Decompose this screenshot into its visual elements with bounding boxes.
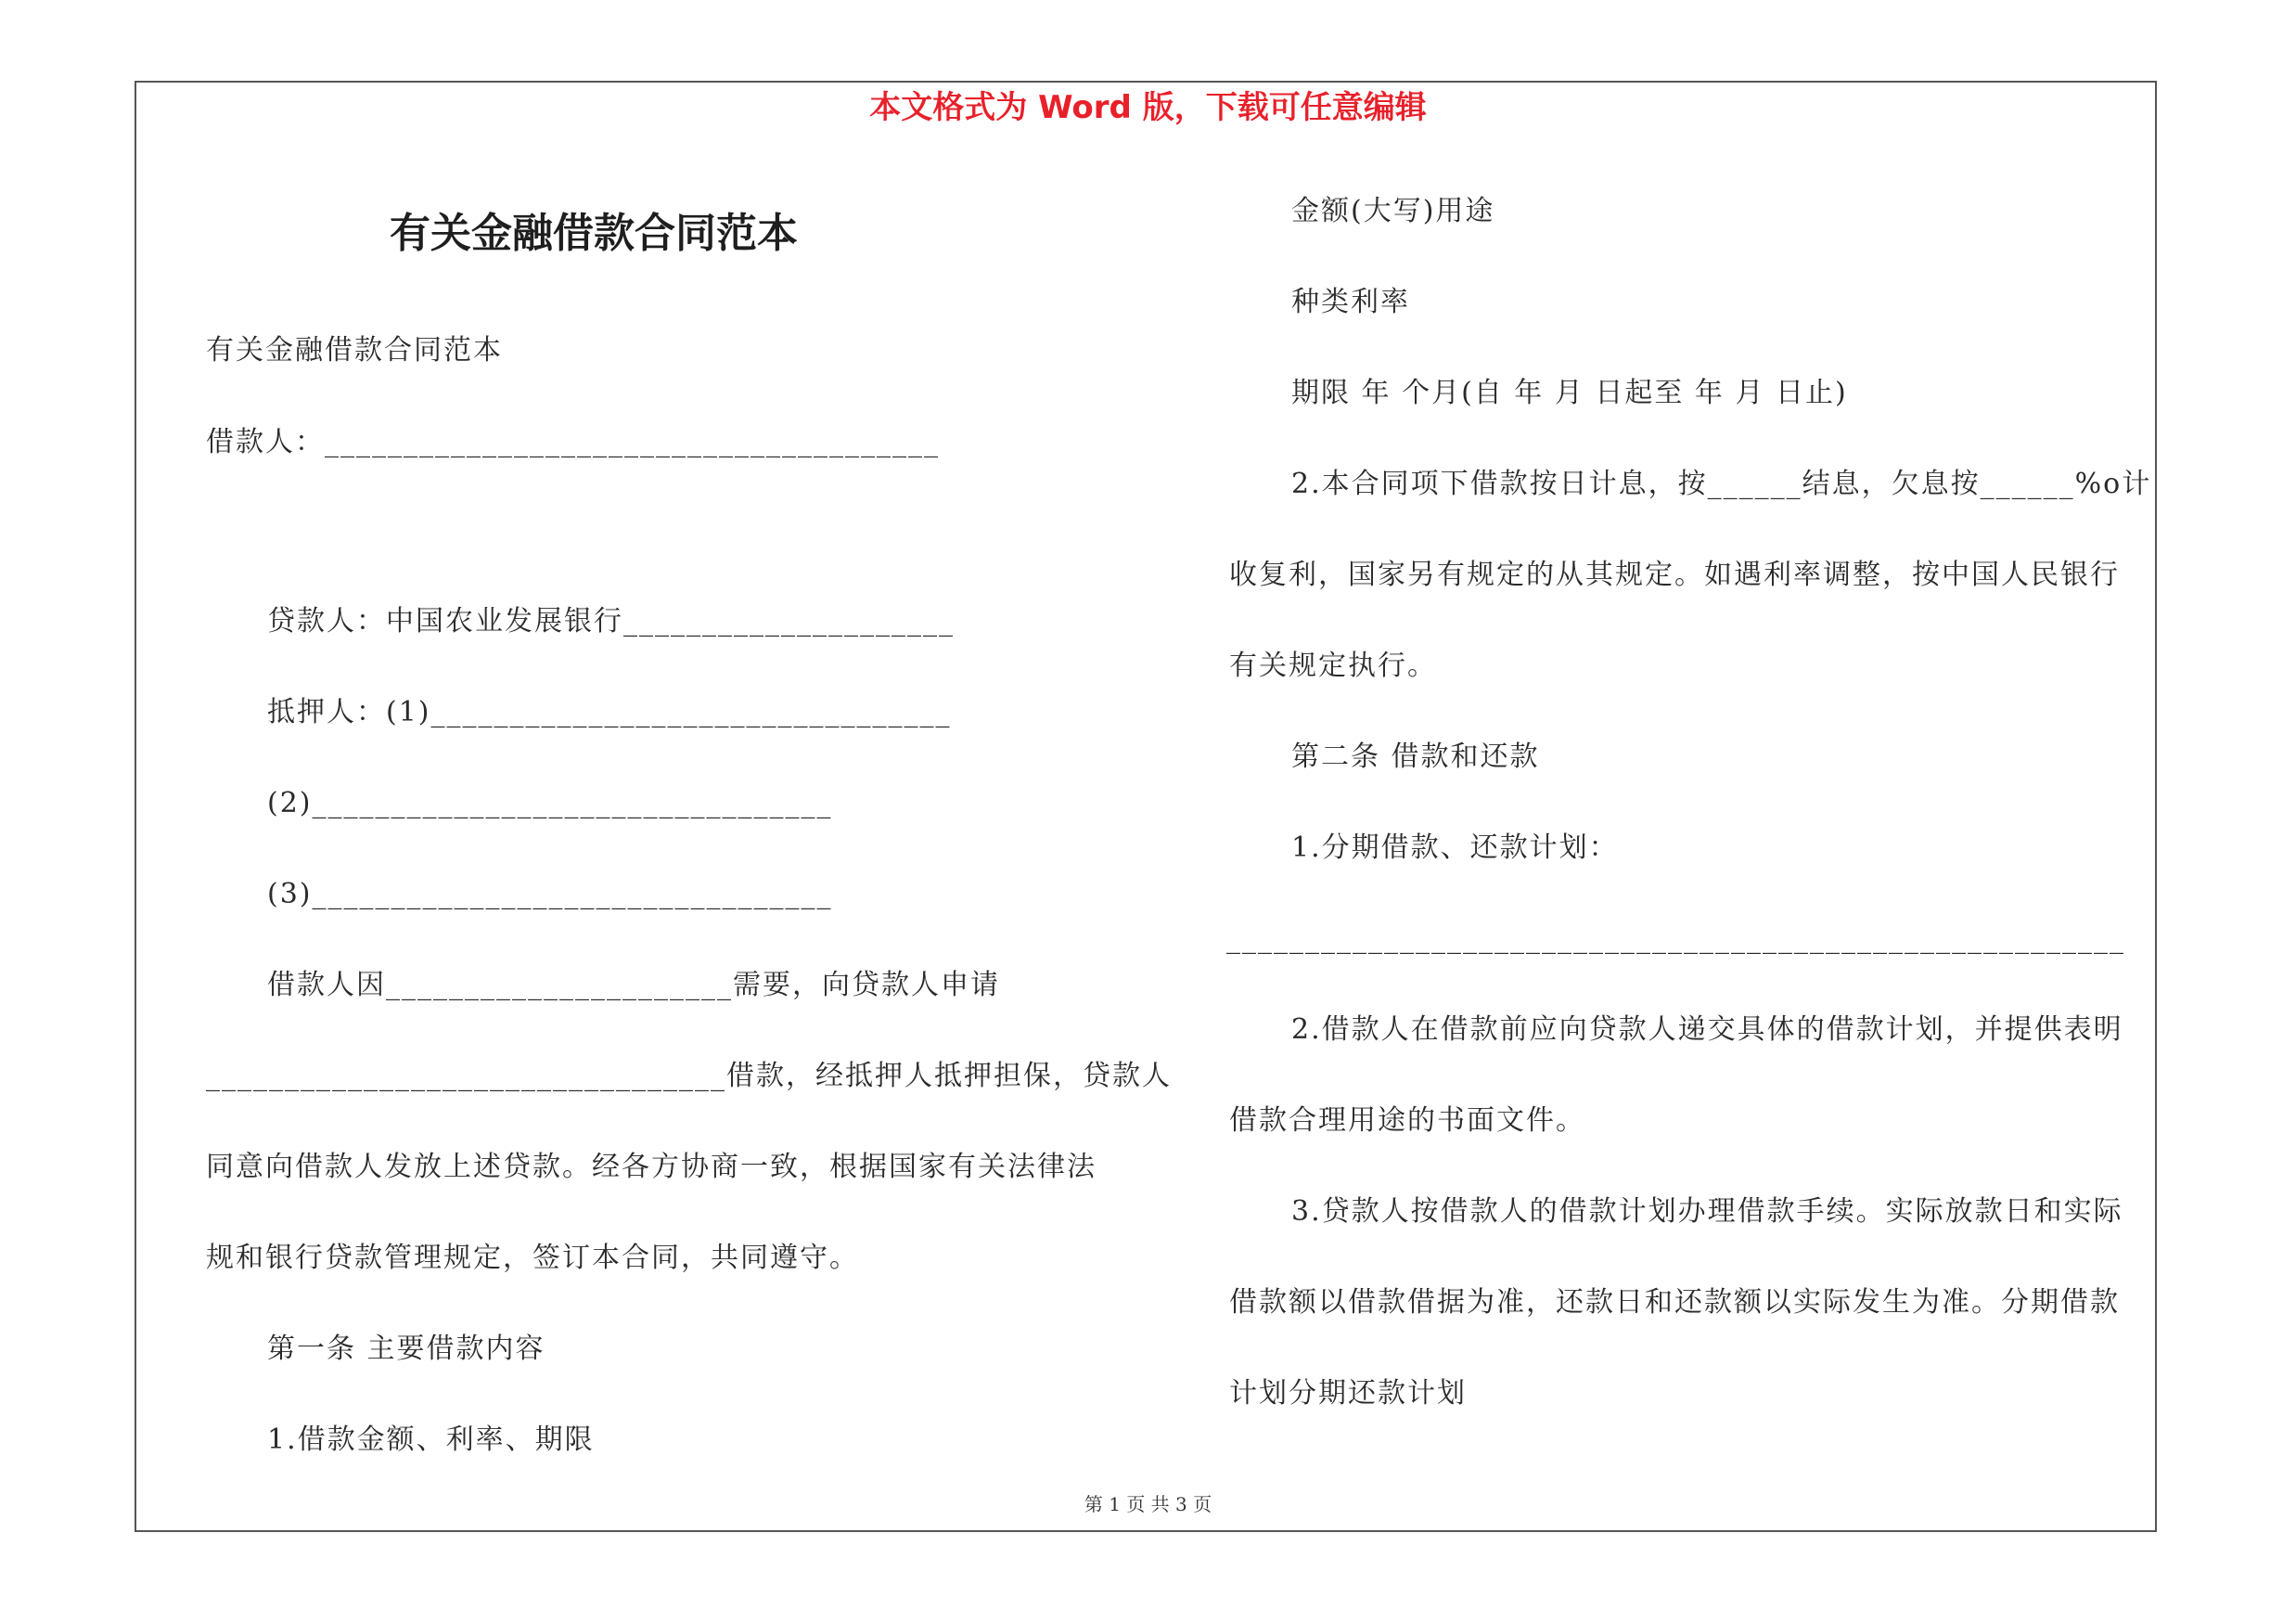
right-line-item-2b: 收复利，国家另有规定的从其规定。如遇利率调整，按中国人民银行 <box>1229 559 2120 591</box>
right-line-plan: 1.分期借款、还款计划： <box>1291 831 1619 864</box>
left-line-subtitle: 有关金融借款合同范本 <box>206 334 503 367</box>
word-format-notice: 本文格式为 Word 版，下载可任意编辑 <box>869 89 1427 126</box>
left-line-paragraph-1: 借款人因______________________需要，向贷款人申请 <box>267 969 1000 1001</box>
right-line-item-3a: 3.贷款人按借款人的借款计划办理借款手续。实际放款日和实际 <box>1291 1195 2123 1228</box>
right-line-item-2-borrow-a: 2.借款人在借款前应向贷款人递交具体的借款计划，并提供表明 <box>1291 1013 2123 1046</box>
right-line-type-rate: 种类利率 <box>1291 286 1410 318</box>
right-line-item-2a: 2.本合同项下借款按日计息，按______结息，欠息按______%o计 <box>1291 468 2152 500</box>
left-line-borrower: 借款人：_______________________________________ <box>206 426 940 458</box>
right-line-amount: 金额(大写)用途 <box>1291 195 1495 227</box>
right-line-item-3b: 借款额以借款借据为准，还款日和还款额以实际发生为准。分期借款 <box>1229 1286 2120 1319</box>
left-line-lender: 贷款人：中国农业发展银行_____________________ <box>267 605 955 638</box>
right-line-article-2-heading: 第二条 借款和还款 <box>1291 741 1540 773</box>
right-line-item-2c: 有关规定执行。 <box>1229 650 1437 682</box>
page-footer: 第 1 页 共 3 页 <box>1084 1493 1212 1515</box>
left-line-paragraph-4: 规和银行贷款管理规定，签订本合同，共同遵守。 <box>206 1242 859 1274</box>
left-line-paragraph-2: _________________________________借款，经抵押人抵押担保，贷款人 <box>206 1060 1172 1092</box>
right-line-item-3c: 计划分期还款计划 <box>1229 1377 1467 1410</box>
left-line-article-1-heading: 第一条 主要借款内容 <box>267 1333 545 1365</box>
right-line-plan-blank: _________________________________________________________ <box>1226 922 2125 955</box>
document-title: 有关金融借款合同范本 <box>390 210 798 257</box>
left-line-mortgagor-3: (3)_________________________________ <box>267 878 833 910</box>
left-line-item-1: 1.借款金额、利率、期限 <box>267 1423 595 1456</box>
right-line-item-2-borrow-b: 借款合理用途的书面文件。 <box>1229 1104 1585 1137</box>
left-line-paragraph-3: 同意向借款人发放上述贷款。经各方协商一致，根据国家有关法律法 <box>206 1151 1097 1183</box>
right-line-term: 期限 年 个月(自 年 月 日起至 年 月 日止) <box>1291 377 1848 409</box>
left-line-mortgagor-2: (2)_________________________________ <box>267 787 833 819</box>
left-line-mortgagor-1: 抵押人：(1)_________________________________ <box>267 696 952 728</box>
